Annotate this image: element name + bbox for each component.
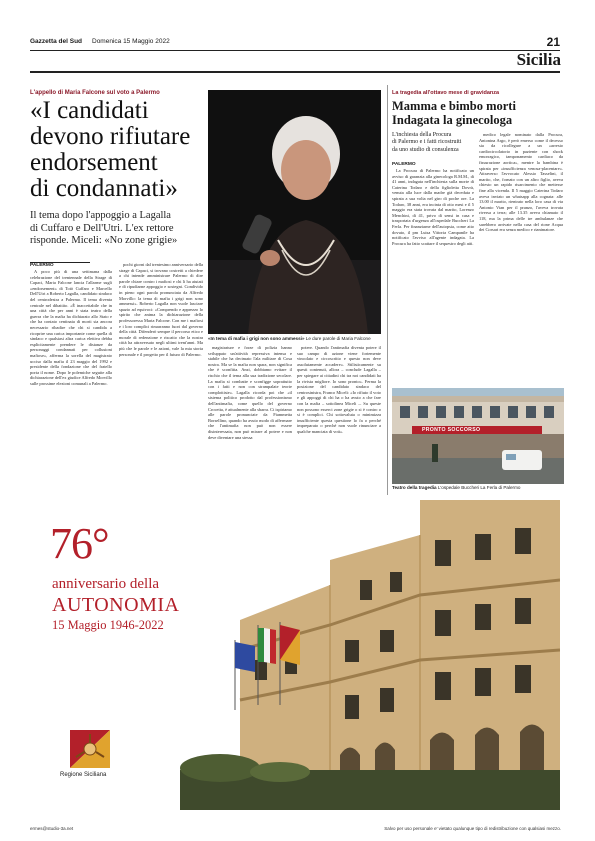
- paper-name: Gazzetta del Sud: [30, 38, 83, 45]
- main-photo: [208, 90, 381, 334]
- main-headline-line: di condannati»: [30, 175, 178, 202]
- page-header: [30, 35, 560, 50]
- main-headline-line: devono rifiutare: [30, 123, 191, 150]
- main-column-3-text: magistrature e forze di polizia hanno sviluppato un'attività repressiva intensa e stabile che ha decimato l'ala militare di Cosa nostra. Ma se la mafia non spara, non significa che è sconfitta. Anzi, dobbiamo evitare il rischio che il tema alla sua tradizione secolare. La mafia si combatte e sconfigge soprattutto con i fatti e non con strampalate teorie complottiste». Lagalla ricorda poi che «il sistema politico prodotto dal professionismo dell'antimafia, come quello del governo Crocetta, è attualmente alla sbarra. Ci ispiriamo alle parole pronunciate da Fiammetta Borsellino, quando ha avuto modo di affermare che l'antimafia non può non essere disinteressata, non può mirare al potere e non deve diventare una stessa: [208, 345, 292, 440]
- main-headline-line: endorsement: [30, 149, 158, 176]
- main-subhead-line: Il tema dopo l'appoggio a Lagalla: [30, 210, 171, 221]
- main-column-1: [30, 269, 112, 513]
- side-column-1-text: La Procura di Palermo ha notificato un avviso di garanzia alla ginecologa R.M.M., di 41 anni, indagata nell'inchiesta sulla morte di Caterina Todaro e della figlioletta Dovrà, venuta alla luce dalla madre già deceduta e spirata a sua volta nel giro di poche ore. La Todaro, 38 anni, era incinta di otto mesi e il 5 maggio era stata trovata dal marito, Lorenzo Menchini, di 41, privo di sensi in casa e trasportata d'urgenza all'ospedale Buccheri La Ferla. Per finanziarne dell'autopsia, come atto dovuto, il pm Luisa Vittoria Campanile ha notificato l'avviso all'agente indagata. La Procura ha fatto scattare il sequestro degli atti.: [392, 168, 474, 246]
- main-column-4-text: potere. Quando l'antimafia diventa potere il suo campo di azione viene fortemente vincolato e circoscritto e questo non deve assolutamente accadere». Stilisticamente su questi contenuti, allora – conclude Lagalla – per spiegare ai cittadini chi tra noi candidati ha la rivista migliore. Io sono pronto». Ferma la posizione del candidato sindaco del centrosinistra, Franco Miceli: «Io rifiuto il voto e gli appoggi di chi ha o ha avuto a che fare con la mafia – sottolinea Miceli –. Su queste non possono esserci zone grigie o si è contro o si è complici. Chi sottovaluta o minimizza insufficiente questa questione lo fa o perché impreparato o perché non vuole rinunciare a qualche manciata di voti».: [297, 345, 381, 434]
- side-column-2: [479, 132, 563, 382]
- trinacria-icon: [70, 730, 110, 768]
- main-column-2: [119, 262, 203, 513]
- main-headline-line: «I candidati: [30, 97, 149, 124]
- main-caption-text: Le dure parole di Maria Falcone: [305, 336, 371, 341]
- main-column-1-text: A poco più di una settimana dalla celebrazione del trentennale della Strage di Capaci, Maria Falcone lancia l'allarme sugli «endorsement» di Totò Cuffaro e Marcello Dell'Utri a Roberto Lagalla, candidato sindaco del centrodestra a Palermo. Il tema diventa centrale nel dibattito. «È inaccettabile che in una città che per anni è stata teatro della guerra che la mafia ha dichiarato allo Stato e che ha contato centinaia di morti sia ancora necessario ribadire che chi si candida a ricoprire una carica importante come quella di sindaco e qualsiasi altra carica elettiva debba esplicitamente prendere le distanze da personaggi condannati per collusioni mafiose», afferma la sorella del magistrato ucciso dalla mafia il 23 maggio del 1992 e presidente della fondazione che del fratello porta il nome. Dopo le polemiche seguite alla dichiarazione dell'ex giudice Alfredo Morvillo sulle prossime elezioni comunali a Palermo.: [30, 269, 112, 386]
- footer-email: ermes@studio-3a.net: [30, 826, 74, 831]
- ad-line2: AUTONOMIA: [52, 594, 180, 616]
- side-subhead-line: di Palermo e i fatti ricostruiti: [392, 139, 462, 146]
- header-rule: [30, 50, 560, 51]
- section-label: Sicilia: [516, 50, 561, 69]
- side-photo-caption: [392, 485, 567, 490]
- page-number: 21: [546, 35, 560, 49]
- main-subhead-line: risponde. Miceli: «No zone grigie»: [30, 235, 178, 246]
- regione-label: Regione Siciliana: [60, 772, 107, 778]
- main-headline: [30, 98, 205, 202]
- main-column-4: [297, 345, 381, 507]
- side-kicker: La tragedia all'ottavo mese di gravidanza: [392, 90, 500, 96]
- hospital-sign: PRONTO SOCCORSO: [422, 426, 481, 433]
- main-photo-caption: [208, 336, 384, 341]
- side-photo: [392, 388, 564, 484]
- side-headline-line: Mamma e bimbo morti: [392, 99, 516, 113]
- main-caption-bold: «In tema di mafia i grigi non sono ammessi»: [208, 336, 305, 341]
- portrait-image: [208, 90, 381, 334]
- regione-logo: [70, 730, 110, 768]
- main-kicker: L'appello di Maria Falcone sul voto a Palermo: [30, 90, 160, 96]
- column-divider: [387, 85, 388, 495]
- ad-line3: 15 Maggio 1946-2022: [52, 618, 164, 632]
- side-headline: [392, 99, 562, 127]
- main-subhead-line: di Cuffaro e Dell'Utri. L'ex rettore: [30, 222, 174, 234]
- main-column-2-text: pochi giorni dal trentesimo anniversario della strage di Capaci, si trovano costretti a chiedere a chi intende amministrare Palermo di dire parole chiare contro i mafiosi e chi li ha aiutati e di ripudiarne appoggio e sostegni. Condivido in pieno ogni parola pronunciata da Alfredo Morvillo: la tema di mafia i grigi non sono ammessi». Roberto Lagalla non vuole lasciare spazio ad equivoci: «Comprendo e apprezzo lo spirito che anima la dichiarazione della professoressa Maria Falcone. Con me i mafiosi e i loro complici rimarranno fuori dal governo della città. Difenderò sempre il percorso etico e morale di redenzione e riscatto che la nostra città ha attraversato negli ultimi trent'anni. Ma più che le parole e le azioni, vale la mia storia personale e il progetto per il futuro di Palermo.: [119, 262, 203, 357]
- side-subhead: [392, 132, 472, 154]
- side-column-1: [392, 168, 474, 333]
- section-rule: [30, 71, 560, 73]
- side-subhead-line: da uno studio di consulenza: [392, 146, 459, 153]
- main-dateline: PALERMO: [30, 263, 54, 268]
- footer-notice: Salvo per uso personale e' vietato qualunque tipo di redistribuzione con qualsiasi mezzo.: [384, 826, 561, 831]
- hospital-image: [392, 388, 564, 484]
- side-column-2-text: medico legale nominato dalla Procura, Antonina Argo, è però emerso come il decesso sia da ricollegare a un «arresto cardiocircolatorio in paziente con shock emorragico, tamponamento cardiaco da fissurazione aortica», mentre la bambina è spirata per «insufficienza venosa-placentare». Attraverso l'avvocato Alessio Tasselini, il marito, che, fornato con un altro figlio, aveva chiesto un rapido risarcimento che mettesse fine alla vicenda. Il 5 maggio Caterina Todaro aveva inviato un whatsapp alla cognata: alle 13.00 il marito, rientrato nella loro casa di via Antonio Vian per il pranzo, l'aveva trovata riversa a terra; alle 13.35 aveva chiamato il 118, ma la prima delle tre ambulanze che sarebbero arrivate nella casa del rione Acqua dei Corsari era senza medico e rianimatore.: [479, 132, 563, 233]
- side-caption-bold: Teatro della tragedia: [392, 485, 437, 490]
- side-headline-line: Indagata la ginecologa: [392, 113, 513, 127]
- ad-line1: anniversario della: [52, 576, 160, 592]
- ad-number: 76°: [50, 519, 109, 568]
- side-subhead-line: L'inchiesta della Procura: [392, 132, 452, 138]
- paper-date: Domenica 15 Maggio 2022: [92, 38, 170, 45]
- side-dateline: PALERMO: [392, 162, 416, 167]
- main-subhead: [30, 210, 205, 248]
- autonomy-ad: [30, 500, 560, 810]
- main-column-3: [208, 345, 292, 513]
- side-caption-text: L'ospedale Buccheri La Ferla di Palermo: [437, 485, 521, 490]
